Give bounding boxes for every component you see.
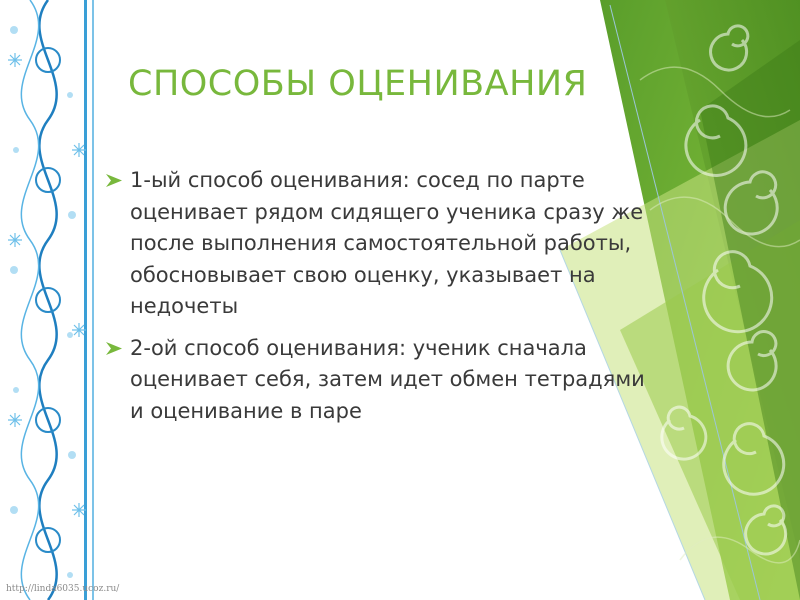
bullet-text: 1-ый способ оценивания: сосед по парте оценивает рядом сидящего ученика сразу же после выполнения самостоятельной работы, обосновывает свою оценку, указывает на недочеты [130, 168, 644, 318]
arrowhead-bullet-icon [106, 174, 122, 187]
slide-title: СПОСОБЫ ОЦЕНИВАНИЯ [128, 64, 588, 104]
bullet-list [100, 165, 645, 437]
arrowhead-bullet-icon [106, 342, 122, 355]
snowflake-border-decoration [0, 0, 98, 600]
bullet-item [100, 333, 645, 428]
bullet-text: 2-ой способ оценивания: ученик сначала оценивает себя, затем идет обмен тетрадями и оценивание в паре [130, 335, 645, 423]
bullet-item [100, 165, 645, 323]
source-watermark: http://linda6035.ucoz.ru/ [6, 584, 120, 594]
